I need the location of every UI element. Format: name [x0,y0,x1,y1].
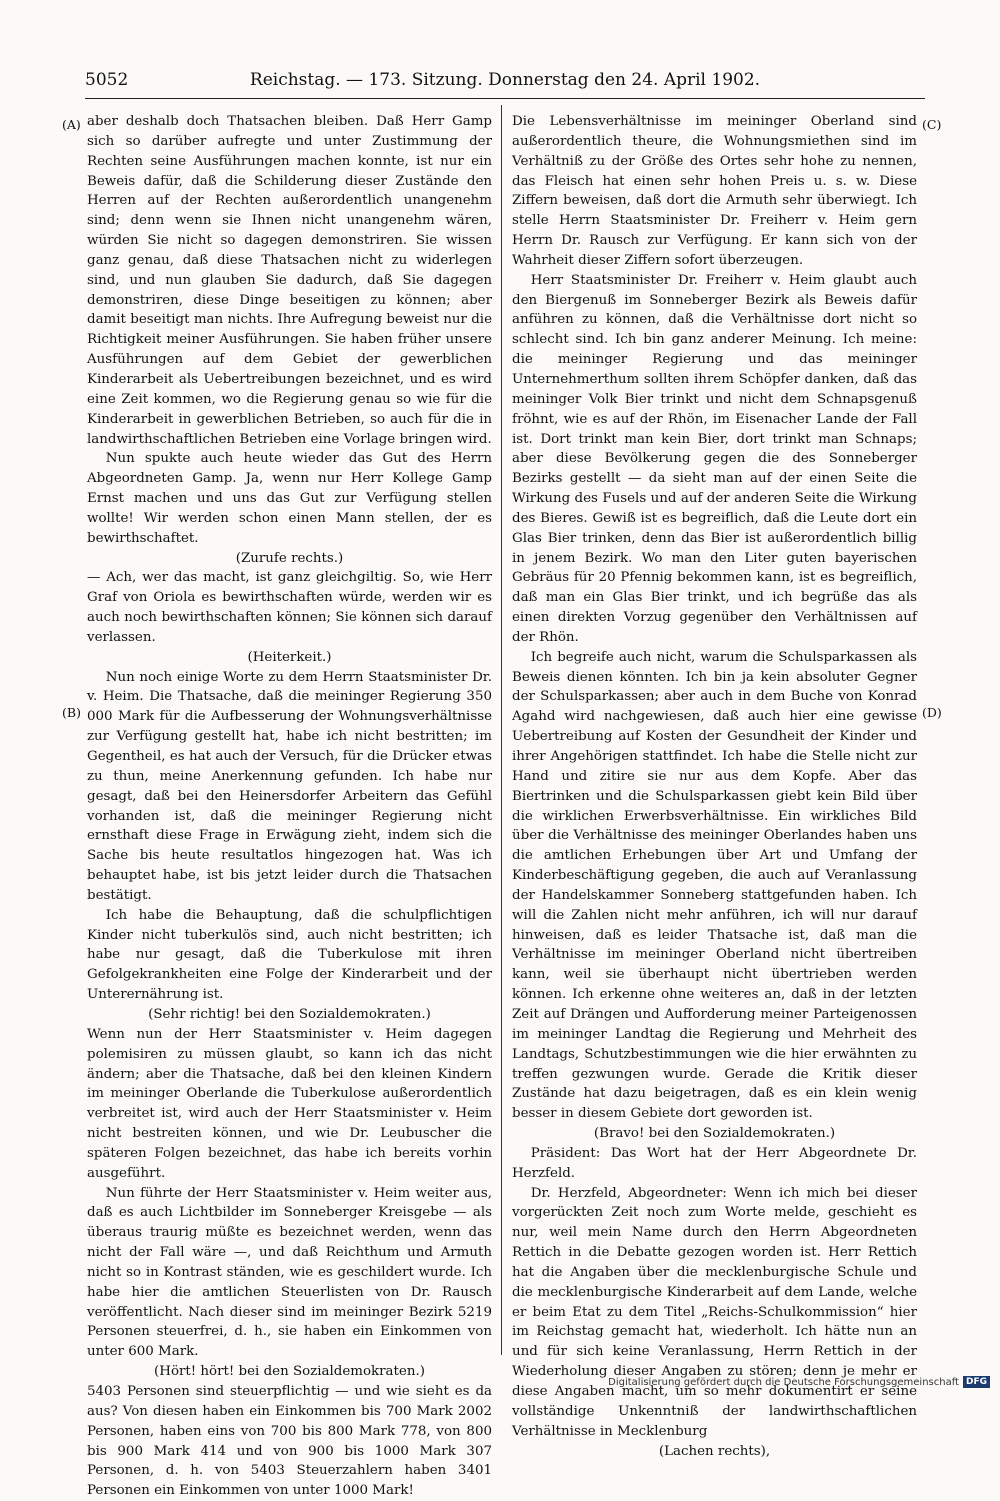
column-divider [501,105,502,1355]
paragraph: Nun noch einige Worte zu dem Herrn Staatsminister Dr. v. Heim. Die Thatsache, daß die meininger Regierung 350 000 Mark für die Aufbesserung der Wohnungsverhältnisse zur Verfügung gestellt hat, habe ich nicht bestritten; im Gegentheil, es hat auch der Versuch, für die Drücker etwas zu thun, meine Anerkennung gefunden. Ich habe nur gesagt, daß bei den Heinersdorfer Arbeitern das Gefühl vorhanden ist, daß die meininger Regierung nicht ernsthaft diese Frage in Erwägung zieht, indem sich die Sache bis heute resultatlos hingezogen hat. Was ich behauptet habe, ist bis jetzt leider durch die Thatsachen bestätigt. [87,669,492,903]
interjection: (Bravo! bei den Sozialdemokraten.) [593,1126,836,1142]
margin-marker-c: (C) [922,117,942,132]
paragraph: aber deshalb doch Thatsachen bleiben. Daß Herr Gamp sich so darüber aufregte und unter Zustimmung der Rechten seine Ausführungen machen konnte, ist nur ein Beweis dafür, daß die Schilderung dieser Zustände den Herren auf der Rechten außerordentlich unangenehm sind; denn wenn sie Ihnen nicht unangenehm wären, würden Sie nicht so dagegen demonstriren. Sie wissen ganz genau, daß diese Thatsachen nicht zu widerlegen sind, und nun glauben Sie dadurch, daß Sie dagegen demonstriren, diese Dinge beseitigen zu können; aber damit beseitigt man nichts. Ihre Aufregung beweist nur die Richtigkeit meiner Ausführungen. Sie haben früher unsere Ausführungen auf dem Gebiet der gewerblichen Kinderarbeit als Uebertreibungen bezeichnet, und es wird eine Zeit kommen, wo die Regierung genau so wie für die Kinderarbeit in gewerblichen Betrieben, so auch für die in landwirthschaftlichen Betrieben eine Vorlage bringen wird. [87,114,492,447]
paragraph: Herr Staatsminister Dr. Freiherr v. Heim glaubt auch den Biergenuß im Sonneberger Bezirk als Beweis dafür anführen zu können, daß die Verhältnisse dort nicht so schlecht sind. Ich bin ganz anderer Meinung. Ich meine: die meininger Regierung und das meininger Unternehmerthum sollten ihrem Schöpfer danken, daß das meininger Volk Bier trinkt und nicht dem Schnapsgenuß fröhnt, wie es auf der Rhön, im Eisenacher Lande der Fall ist. Dort trinkt man kein Bier, dort trinkt man Schnaps; aber diese Bevölkerung gegen die des Sonneberger Bezirks gestellt — da sieht man auf der einen Seite die Wirkung des Fusels und auf der anderen Seite die Wirkung des Bieres. Gewiß ist es begreiflich, daß die Leute dort ein Glas Bier trinken, denn das Bier ist außerordentlich billig in jenem Bezirk. Wo man den Liter guten bayerischen Gebräus für 20 Pfennig bekommen kann, ist es begreiflich, daß man ein Glas Bier trinkt, und ich begrüße das als einen direkten Vorzug gegenüber den Verhältnissen auf der Rhön. [512,272,917,645]
margin-marker-d: (D) [922,705,942,720]
paragraph: Dr. Herzfeld, Abgeordneter: Wenn ich mich bei dieser vorgerückten Zeit noch zum Worte melde, geschieht es nur, weil mein Name durch den Herrn Abgeordneten Rettich in die Debatte gezogen worden ist. Herr Rettich hat die Angaben über die mecklenburgische Schule und die mecklenburgische Kinderarbeit auf dem Lande, welche er beim Etat zu dem Titel „Reichs-Schulkommission“ hier im Reichstag gemacht hat, wiederholt. Ich hätte nun an und für sich keine Veranlassung, Herrn Rettich in der Wiederholung dieser Angaben zu stören; denn je mehr er diese Angaben macht, um so mehr dokumentirt er seine vollständige Unkenntniß der landwirthschaftlichen Verhältnisse in Mecklenburg [512,1185,917,1439]
interjection: (Zurufe rechts.) [235,550,344,566]
page-number: 5052 [85,70,129,90]
left-column [87,112,492,1499]
paragraph: Ich begreife auch nicht, warum die Schulsparkassen als Beweis dienen könnten. Ich bin ja kein absoluter Gegner der Schulsparkassen; aber auch in dem Buche von Konrad Agahd wird nachgewiesen, daß auch hier eine gewisse Uebertreibung auf Kosten der Gesundheit der Kinder und ihrer Angehörigen stattfindet. Ich habe die Stelle nicht zur Hand und zitire sie nur aus dem Kopfe. Aber das Biertrinken und die Schulsparkassen giebt kein Bild über die wirklichen Erwerbsverhältnisse. Ein wirkliches Bild über die Verhältnisse des meininger Oberlandes haben uns die amtlichen Erhebungen über Art und Umfang der Kinderbeschäftigung gegeben, die auch auf Veranlassung der Handelskammer Sonneberg stattgefunden haben. Ich will die Zahlen nicht mehr anführen, ich will nur darauf hinweisen, daß es leider Thatsache ist, daß man die Verhältnisse im meininger Oberland nicht übertreiben kann, weil sie überhaupt nicht übertrieben werden können. Ich erkenne ohne weiteres an, daß in der letzten Zeit auf Drängen und Aufforderung meiner Parteigenossen im meininger Landtag die Regierung und Mehrheit des Landtags, Schutzbestimmungen wie die hier erwähnten zu treffen gezwungen wurde. Gerade die Kritik dieser Zustände hat dazu beigetragen, daß es ein klein wenig besser in diesem Gebiete dort geworden ist. [512,649,917,1122]
interjection: (Heiterkeit.) [247,649,332,665]
paragraph: 5403 Personen sind steuerpflichtig — und wie sieht es da aus? Von diesen haben ein Einkommen bis 700 Mark 2002 Personen, haben eins von 700 bis 800 Mark 778, von 800 bis 900 Mark 414 und von 900 bis 1000 Mark 307 Personen, d. h. von 5403 Steuerzahlern haben 3401 Personen ein Einkommen von unter 1000 Mark! [87,1384,492,1499]
page-header [85,70,925,98]
paragraph: Die Lebensverhältnisse im meininger Oberland sind außerordentlich theure, die Wohnungsmiethen sind im Verhältniß zu der Größe des Ortes sehr hohe zu nennen, das Fleisch hat einen sehr hohen Preis u. s. w. Diese Ziffern beweisen, daß dort die Armuth sehr überwiegt. Ich stelle Herrn Staatsminister Dr. Freiherr v. Heim gern Herrn Dr. Rausch zur Verfügung. Er kann sich von der Wahrheit dieser Ziffern sofort überzeugen. [512,114,917,268]
footer-text: Digitalisierung gefördert durch die Deutsche Forschungsgemeinschaft [608,1376,959,1388]
paragraph: Ich habe die Behauptung, daß die schulpflichtigen Kinder nicht tuberkulös sind, auch nicht bestritten; ich habe nur gesagt, daß die Tuberkulose mit ihren Gefolgekrankheiten eine Folge der Kinderarbeit und der Unterernährung ist. [87,907,492,1003]
paragraph: Präsident: Das Wort hat der Herr Abgeordnete Dr. Herzfeld. [512,1145,917,1181]
header-rule [85,98,925,99]
dfg-logo: DFG [963,1376,990,1388]
paragraph: Nun führte der Herr Staatsminister v. Heim weiter aus, daß es auch Lichtbilder im Sonneberger Kreisgebe — als überaus traurig müßte es bezeichnet werden, wenn das nicht der Fall wäre —, und daß Reichthum und Armuth nicht so in Kontrast ständen, wie es geschildert wurde. Ich habe hier die amtlichen Steuerlisten von Dr. Rausch veröffentlicht. Nach dieser sind im meininger Bezirk 5219 Personen steuerfrei, d. h., sie haben ein Einkommen von unter 600 Mark. [87,1185,492,1360]
paragraph: — Ach, wer das macht, ist ganz gleichgiltig. So, wie Herr Graf von Oriola es bewirthschaften würde, werden wir es auch noch bewirthschaften können; Sie können sich darauf verlassen. [87,570,492,645]
paragraph: Wenn nun der Herr Staatsminister v. Heim dagegen polemisiren zu müssen glaubt, so kann ich das nicht ändern; aber die Thatsache, daß bei den kleinen Kindern im meininger Oberlande die Tuberkulose außerordentlich verbreitet ist, wird auch der Herr Staatsminister v. Heim nicht bestreiten können, und wie Dr. Leubuscher die späteren Folgen bezeichnet, das habe ich bereits vorhin ausgeführt. [87,1026,492,1181]
interjection: (Sehr richtig! bei den Sozialdemokraten.) [148,1006,431,1022]
page-title: Reichstag. — 173. Sitzung. Donnerstag den 24. April 1902. [249,70,761,90]
margin-marker-b: (B) [62,705,81,720]
footer [608,1376,990,1388]
paragraph: Nun spukte auch heute wieder das Gut des Herrn Abgeordneten Gamp. Ja, wenn nur Herr Kollege Gamp Ernst machen und uns das Gut zur Verfügung stellen wollte! Wir werden schon einen Mann stellen, der es bewirthschaftet. [87,451,492,546]
interjection: (Hört! hört! bei den Sozialdemokraten.) [154,1364,425,1380]
interjection: (Lachen rechts), [658,1443,771,1459]
margin-marker-a: (A) [62,117,81,132]
